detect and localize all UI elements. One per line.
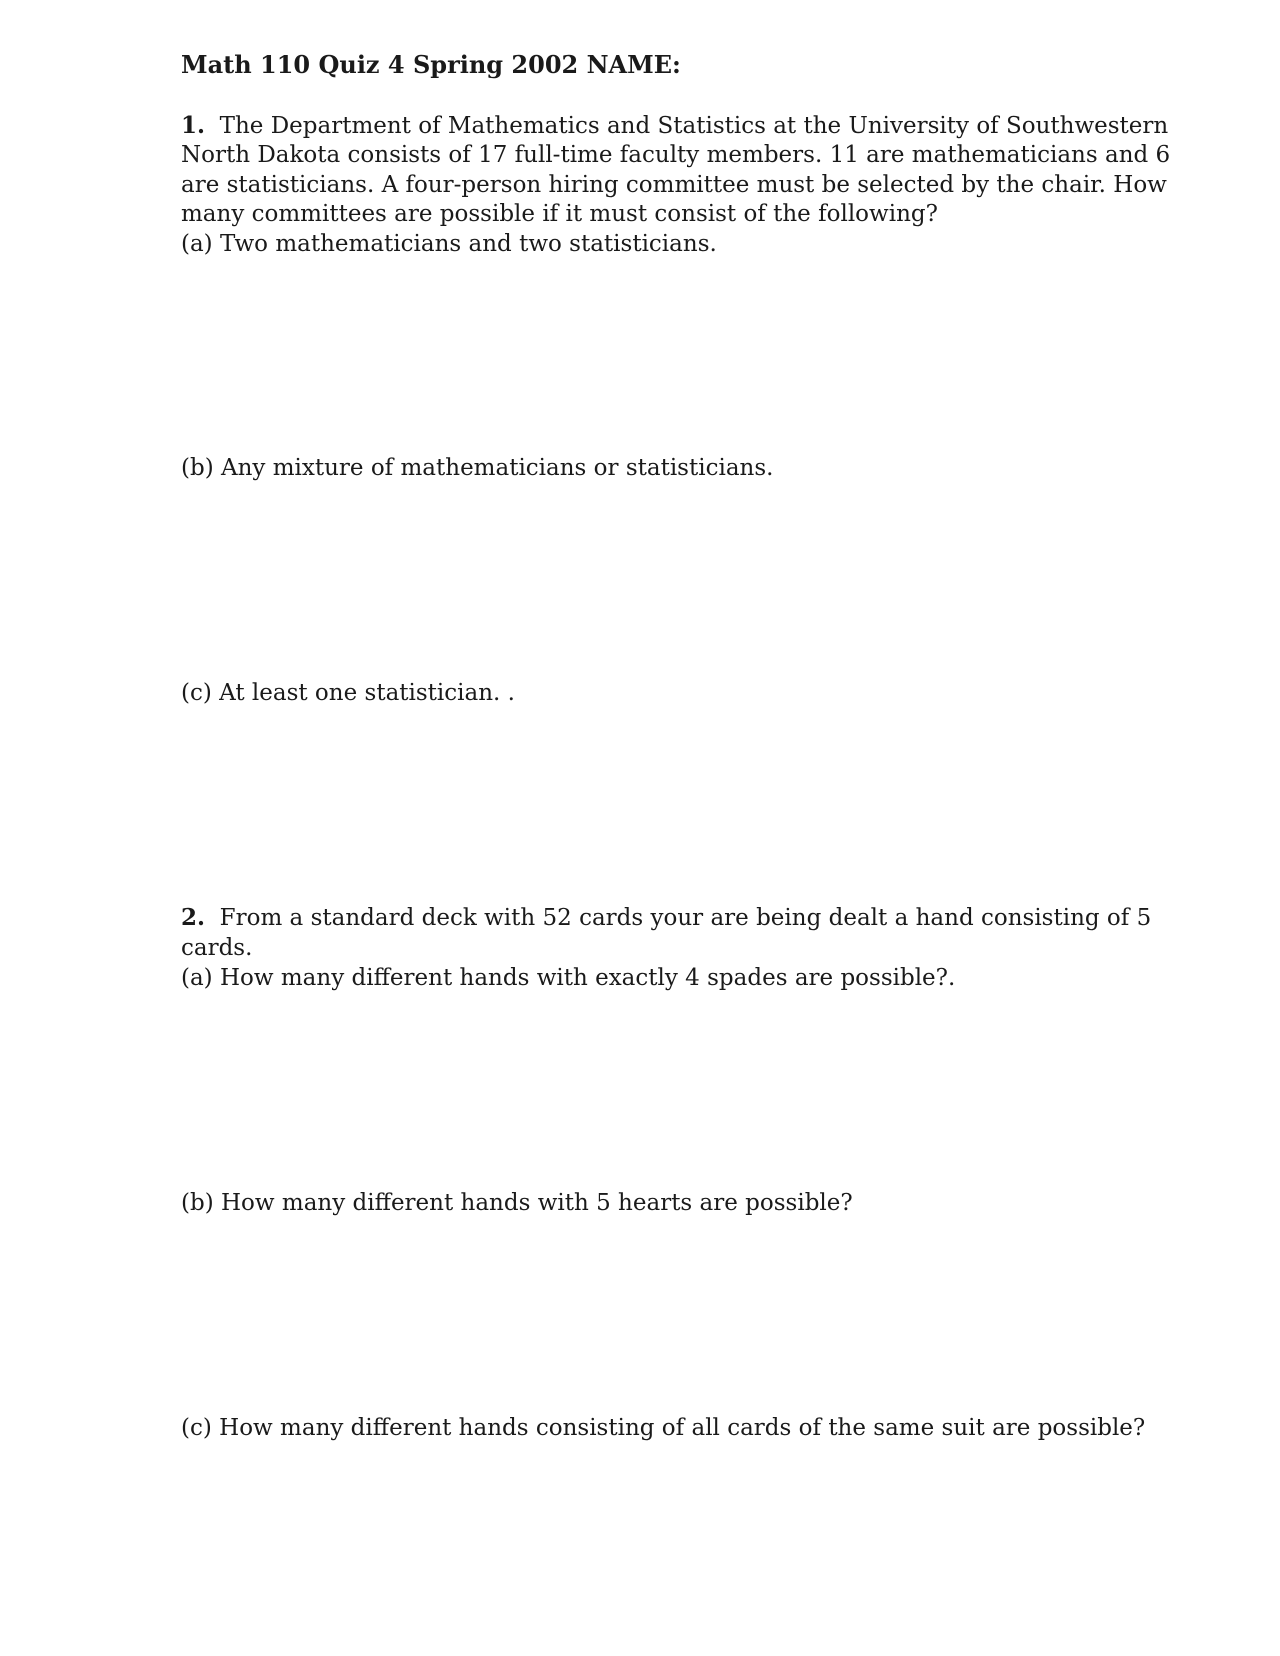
question-1-text-line-1: The Department of Mathematics and Statistics at the University of Southwestern <box>219 113 1169 139</box>
question-2-text-line-2: cards. <box>181 935 253 961</box>
question-1-part-a: (a) Two mathematicians and two statisticians. <box>181 231 717 257</box>
question-1-text-line-2: North Dakota consists of 17 full-time faculty members. 11 are mathematicians and 6 <box>181 142 1171 168</box>
question-1-part-b: (b) Any mixture of mathematicians or statisticians. <box>181 455 774 481</box>
page-title: Math 110 Quiz 4 Spring 2002 NAME: <box>181 50 681 79</box>
question-2-part-a: (a) How many different hands with exactly 4 spades are possible?. <box>181 965 956 991</box>
question-1-line-1 <box>181 111 1169 141</box>
question-2-text-line-1: From a standard deck with 52 cards your are being dealt a hand consisting of 5 <box>219 905 1152 931</box>
question-1-number: 1. <box>181 112 206 139</box>
question-1-part-c: (c) At least one statistician. . <box>181 680 515 706</box>
question-2-number: 2. <box>181 904 206 931</box>
question-2-part-c: (c) How many different hands consisting of all cards of the same suit are possible? <box>181 1415 1146 1441</box>
question-1-text-line-3: are statisticians. A four-person hiring committee must be selected by the chair. How <box>181 172 1167 198</box>
question-1-text-line-4: many committees are possible if it must consist of the following? <box>181 201 938 227</box>
question-2-part-b: (b) How many different hands with 5 hearts are possible? <box>181 1190 853 1216</box>
question-2-line-1 <box>181 903 1152 933</box>
